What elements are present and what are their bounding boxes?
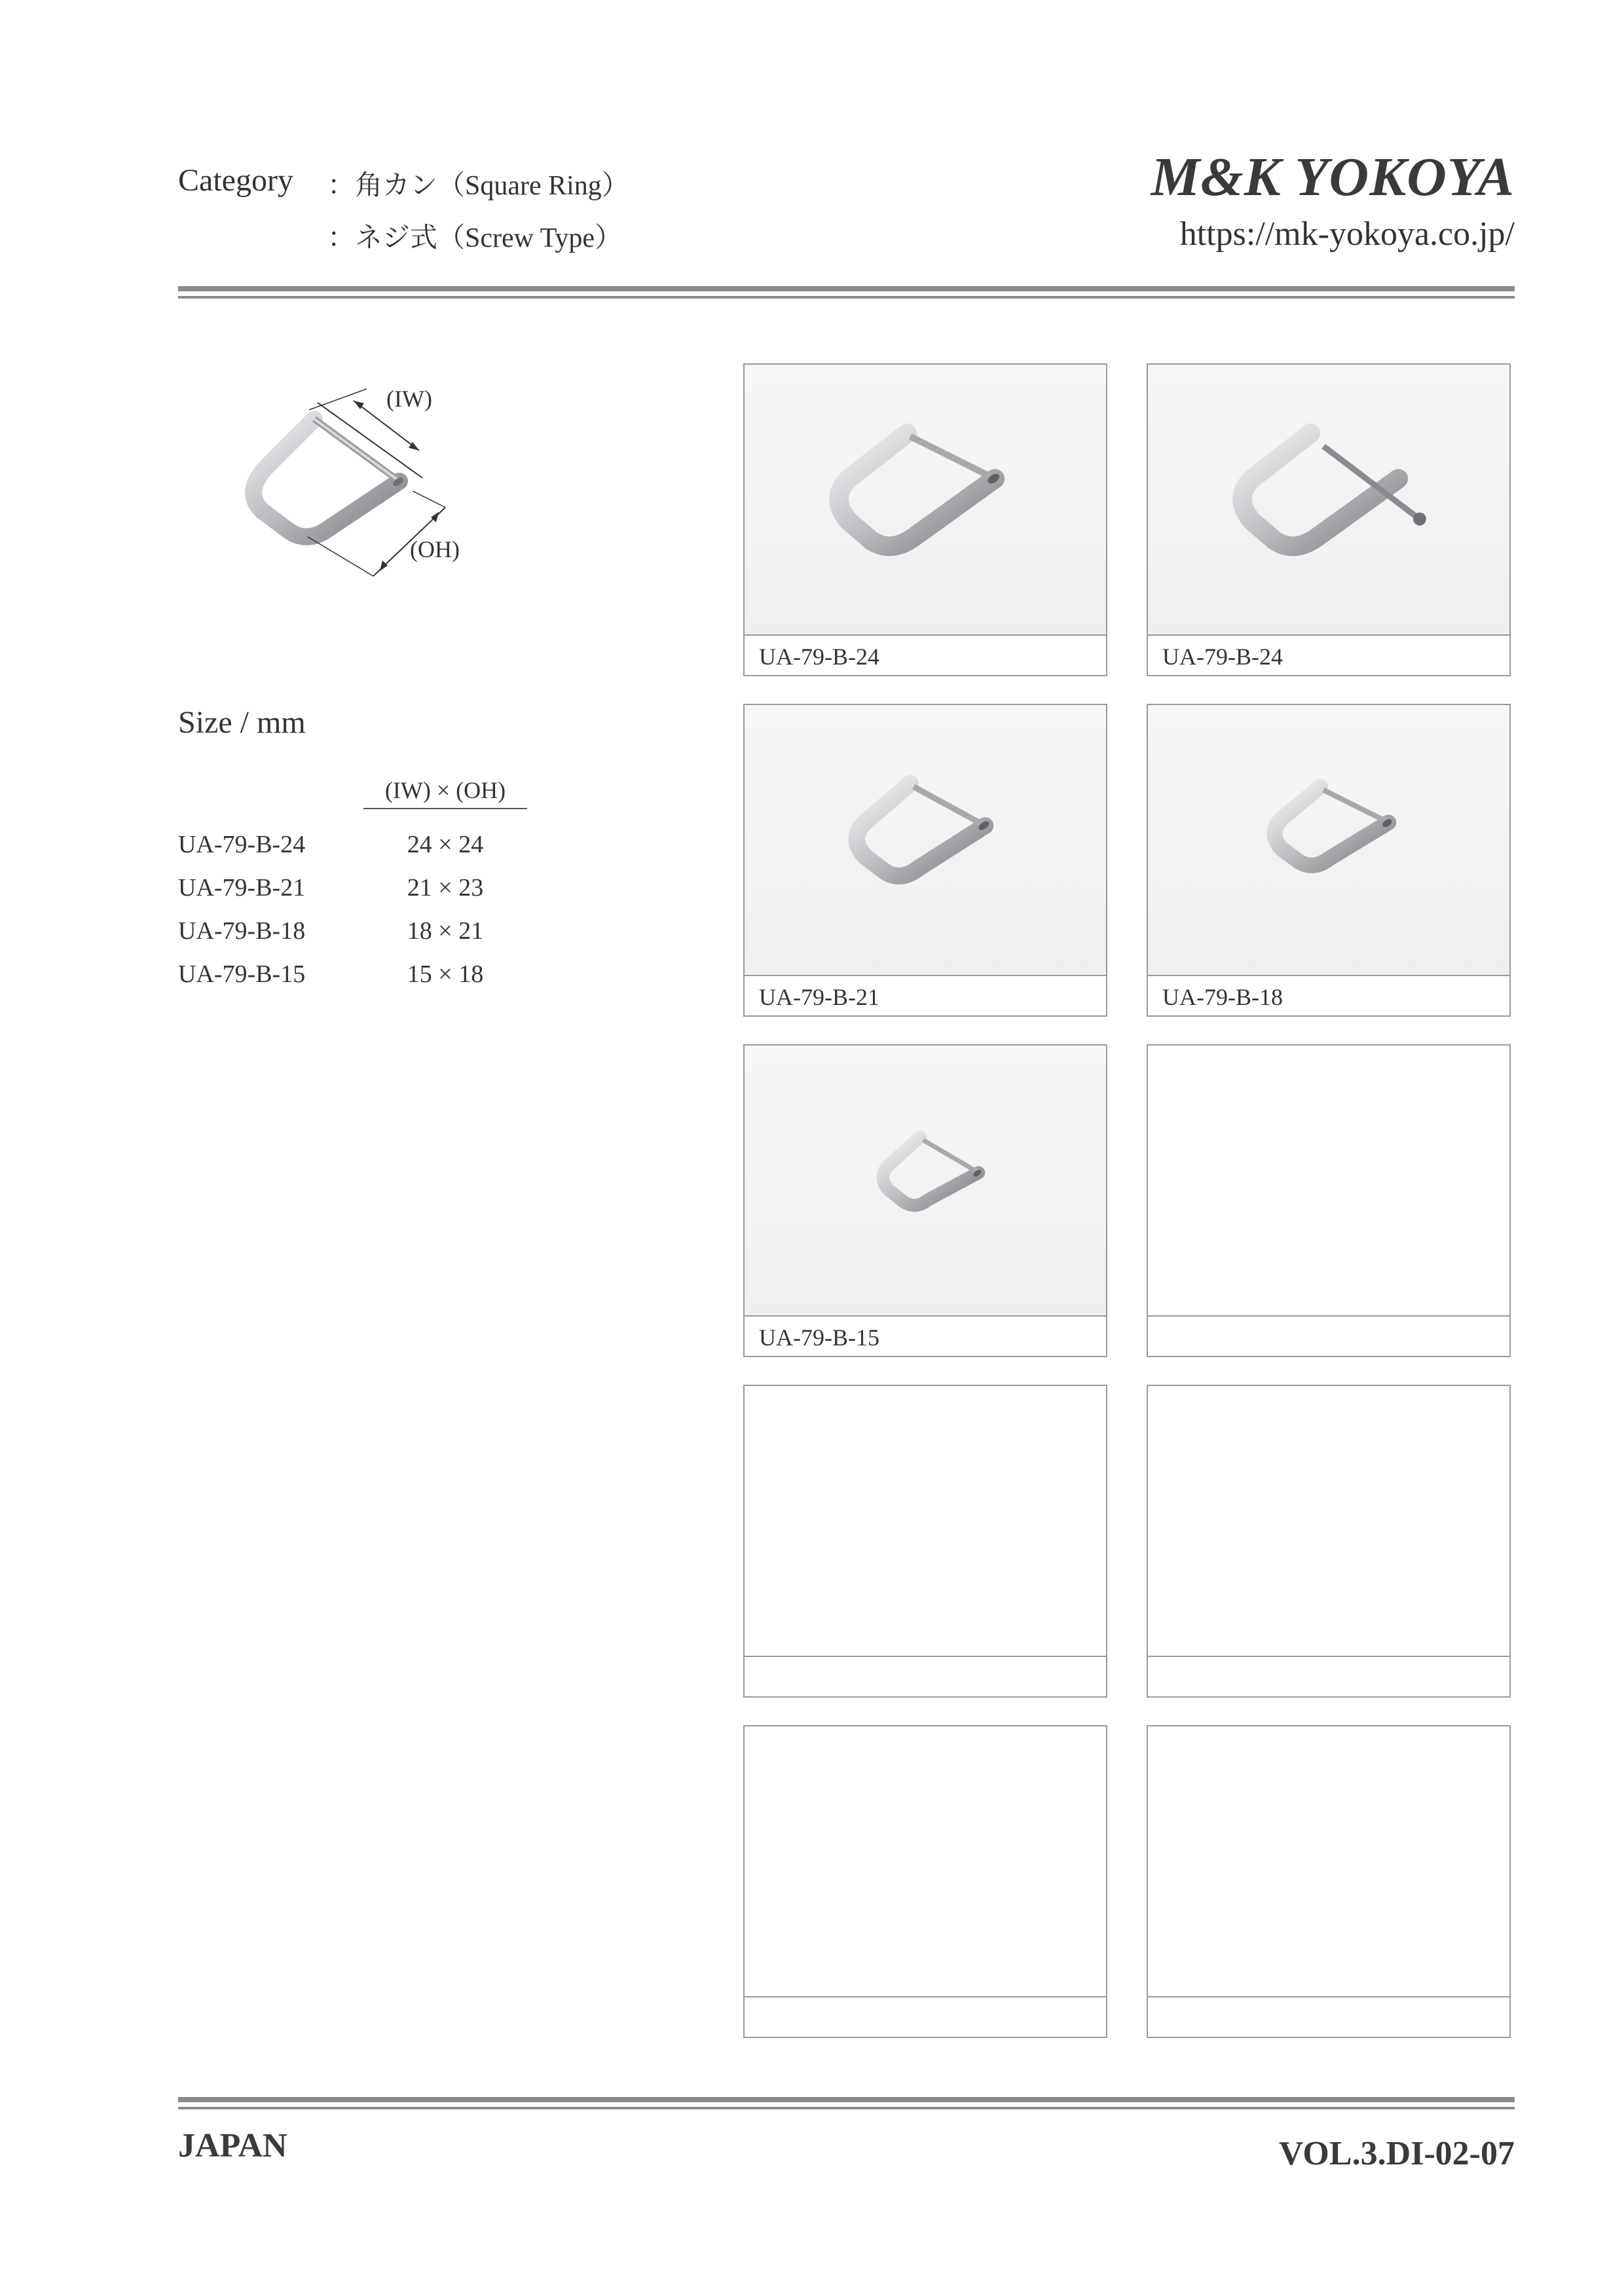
header-rule-thin	[178, 296, 1515, 299]
size-row-dims: 15 × 18	[407, 960, 484, 988]
product-photo	[1148, 705, 1509, 976]
product-photo-empty	[745, 1386, 1106, 1657]
d-ring-screw-open-photo-icon	[1148, 365, 1509, 634]
d-ring-diagram-icon	[242, 373, 517, 589]
size-row-dims: 18 × 21	[407, 917, 484, 945]
size-table-header: (IW) × (OH)	[363, 776, 527, 809]
category-value-screw-type: ：ネジ式（Screw Type）	[327, 223, 623, 253]
brand-url: https://mk-yokoya.co.jp/	[1179, 215, 1515, 253]
product-photo	[745, 1046, 1106, 1317]
d-ring-photo-icon	[1148, 705, 1509, 975]
size-row-model: UA-79-B-21	[178, 874, 306, 902]
product-photo-empty	[1148, 1046, 1509, 1317]
brand-logo: M&K YOKOYA	[1151, 147, 1515, 208]
size-row-model: UA-79-B-24	[178, 831, 306, 858]
product-photo	[1148, 365, 1509, 636]
footer-page-code: VOL.3.DI-02-07	[1278, 2135, 1515, 2172]
oh-label: (OH)	[410, 536, 460, 562]
product-photo-empty	[745, 1726, 1106, 1997]
product-card-empty	[1147, 1385, 1511, 1698]
category-value-square-ring: ：角カン（Square Ring）	[327, 171, 629, 201]
product-photo	[745, 365, 1106, 636]
footer-rule-thick	[178, 2097, 1515, 2102]
dimension-diagram	[242, 373, 517, 589]
product-card	[1147, 704, 1511, 1017]
product-caption: UA-79-B-24	[759, 644, 879, 670]
product-caption: UA-79-B-18	[1162, 984, 1283, 1010]
product-card	[743, 363, 1107, 676]
size-title: Size / mm	[178, 705, 306, 740]
product-card	[743, 704, 1107, 1017]
size-row-model: UA-79-B-15	[178, 960, 306, 988]
product-photo	[745, 705, 1106, 976]
product-photo-empty	[1148, 1386, 1509, 1657]
product-card	[1147, 363, 1511, 676]
footer-rule-thin	[178, 2107, 1515, 2109]
product-caption: UA-79-B-15	[759, 1324, 879, 1351]
product-card-empty	[743, 1725, 1107, 2038]
iw-label: (IW)	[386, 386, 432, 412]
footer-country: JAPAN	[178, 2127, 287, 2164]
d-ring-photo-icon	[745, 705, 1106, 975]
product-card-empty	[1147, 1725, 1511, 2038]
product-card-empty	[1147, 1044, 1511, 1357]
product-photo-empty	[1148, 1726, 1509, 1997]
d-ring-photo-icon	[745, 365, 1106, 634]
d-ring-photo-icon	[745, 1046, 1106, 1315]
size-row-dims: 24 × 24	[407, 831, 484, 858]
header-rule-thick	[178, 286, 1515, 291]
product-card-empty	[743, 1385, 1107, 1698]
product-caption: UA-79-B-21	[759, 984, 879, 1010]
size-row-dims: 21 × 23	[407, 874, 484, 902]
product-card	[743, 1044, 1107, 1357]
size-row-model: UA-79-B-18	[178, 917, 306, 945]
product-caption: UA-79-B-24	[1162, 644, 1283, 670]
category-label: Category	[178, 163, 293, 198]
